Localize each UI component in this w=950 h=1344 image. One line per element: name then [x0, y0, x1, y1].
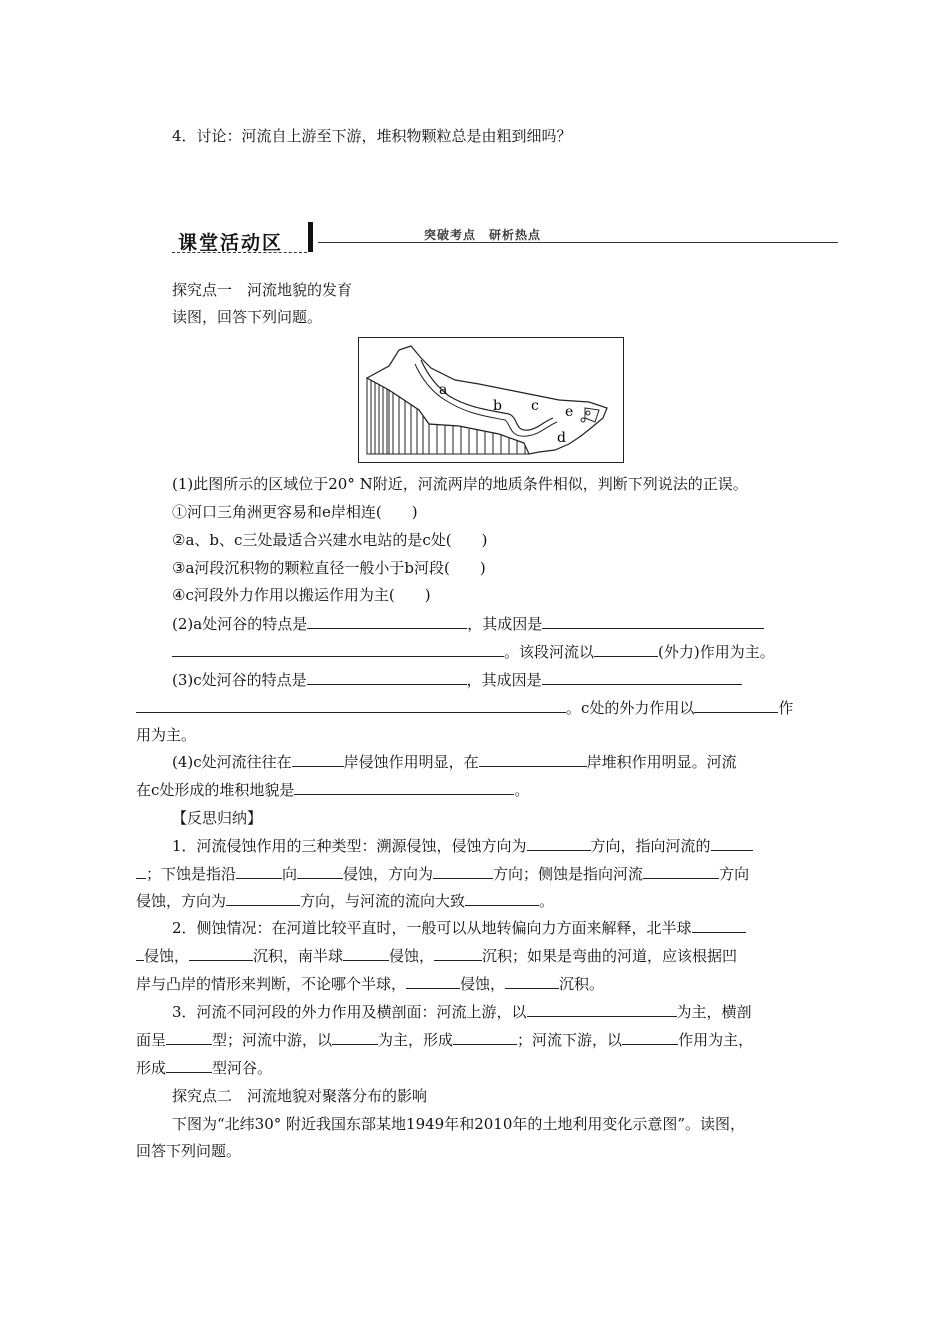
reflect-p1-line-3: [136, 891, 554, 911]
p2-h: 沉积。: [559, 975, 605, 993]
q1-item-1: ①河口三角洲更容易和e岸相连( ): [172, 503, 418, 521]
banner-subtitle: 突破考点 研析热点: [424, 228, 542, 242]
banner-bar: [308, 222, 313, 252]
blank[interactable]: [307, 670, 467, 685]
blank[interactable]: [166, 1058, 212, 1073]
p1-h: 侵蚀，方向为: [136, 892, 227, 910]
section-banner: [172, 222, 840, 256]
q4-text-a: (4)c处河流往往在: [172, 753, 292, 771]
p3-e: 为主，形成: [378, 1031, 454, 1049]
blank[interactable]: [433, 864, 493, 879]
banner-rule: [318, 242, 838, 243]
blank[interactable]: [692, 918, 746, 933]
q3-text-b: ，其成因是: [466, 671, 542, 689]
q3-text-d: 作: [778, 699, 794, 717]
blank[interactable]: [406, 974, 460, 989]
p1-i: 方向，与河流的流向大致: [300, 892, 466, 910]
river-landform-figure: [358, 337, 624, 463]
blank[interactable]: [292, 752, 344, 767]
blank[interactable]: [465, 891, 539, 906]
q4-text-c: 岸堆积作用明显。河流: [586, 753, 737, 771]
q2-text-d: (外力)作用为主。: [658, 643, 775, 661]
blank[interactable]: [307, 614, 467, 629]
blank[interactable]: [694, 698, 778, 713]
blank[interactable]: [542, 670, 742, 685]
p2-d: 侵蚀，: [389, 947, 435, 965]
p2-a: 2．侧蚀情况：在河道比较平直时，一般可以从地转偏向力方面来解释，北半球: [172, 919, 692, 937]
blank[interactable]: [172, 642, 504, 657]
q4-line-1: [172, 752, 737, 772]
p3-i: 型河谷。: [212, 1059, 273, 1077]
p3-g: 作用为主，: [678, 1031, 754, 1049]
reflect-p2-line-2: [136, 946, 737, 966]
q2-line-2: [172, 642, 775, 662]
q3-line-2: [136, 698, 793, 718]
banner-dash: [172, 252, 307, 253]
blank[interactable]: [343, 946, 389, 961]
q3-line-3: 用为主。: [136, 726, 197, 744]
p2-b: 侵蚀，: [144, 947, 190, 965]
q3-line-1: [172, 670, 742, 690]
p3-f: ；河流下游，以: [517, 1031, 623, 1049]
p3-c: 面呈: [136, 1031, 167, 1049]
blank[interactable]: [294, 780, 514, 795]
question-4: 4．讨论：河流自上游至下游，堆积物颗粒总是由粗到细吗？: [172, 127, 572, 145]
blank[interactable]: [479, 752, 587, 767]
label-a: a: [439, 382, 448, 398]
blank[interactable]: [505, 974, 559, 989]
blank[interactable]: [136, 698, 566, 713]
blank[interactable]: [136, 946, 144, 961]
river-block-diagram: [359, 338, 623, 462]
blank[interactable]: [594, 642, 658, 657]
reflect-p1-line-2: [136, 864, 749, 884]
p2-e: 沉积；如果是弯曲的河道，应该根据凹: [482, 947, 738, 965]
q4-text-b: 岸侵蚀作用明显，在: [343, 753, 479, 771]
explore2-intro-2: 回答下列问题。: [136, 1142, 242, 1160]
reflect-p2-line-1: [172, 918, 746, 938]
label-e: e: [565, 404, 574, 420]
p2-c: 沉积，南半球: [253, 947, 344, 965]
p1-e: 侵蚀，方向为: [343, 865, 434, 883]
reflect-p1-line-1: [172, 836, 753, 856]
p1-d: 向: [282, 865, 298, 883]
label-c: c: [531, 398, 539, 414]
explore1-intro: 读图，回答下列问题。: [172, 308, 323, 326]
q2-line-1: [172, 614, 764, 634]
q2-text-b: ，其成因是: [467, 615, 543, 633]
q4-text-e: 。: [514, 781, 530, 799]
blank[interactable]: [166, 1030, 212, 1045]
banner-title: 课堂活动区: [178, 232, 284, 254]
blank[interactable]: [527, 836, 591, 851]
q2-text-c: 。该段河流以: [504, 643, 595, 661]
explore1-heading: 探究点一 河流地貌的发育: [172, 281, 353, 299]
blank[interactable]: [189, 946, 253, 961]
q1-item-3: ③a河段沉积物的颗粒直径一般小于b河段( ): [172, 559, 486, 577]
blank[interactable]: [236, 864, 282, 879]
q4-text-d: 在c处形成的堆积地貌是: [136, 781, 295, 799]
blank[interactable]: [453, 1030, 517, 1045]
explore2-heading: 探究点二 河流地貌对聚落分布的影响: [172, 1087, 428, 1105]
q3-text-c: 。c处的外力作用以: [566, 699, 695, 717]
p1-g: 方向: [719, 865, 750, 883]
reflect-p3-line-1: [172, 1002, 752, 1022]
q1-text: (1)此图所示的区域位于20° N附近，河流两岸的地质条件相似，判断下列说法的正误。: [172, 475, 748, 493]
p1-b: 方向，指向河流的: [590, 837, 711, 855]
q1-item-2: ②a、b、c三处最适合兴建水电站的是c处( ): [172, 531, 488, 549]
reflect-p3-line-3: [136, 1058, 272, 1078]
reflect-p3-line-2: [136, 1030, 753, 1050]
blank[interactable]: [297, 864, 343, 879]
p3-a: 3．河流不同河段的外力作用及横剖面：河流上游，以: [172, 1003, 527, 1021]
p1-a: 1．河流侵蚀作用的三种类型：溯源侵蚀，侵蚀方向为: [172, 837, 527, 855]
q1-item-4: ④c河段外力作用以搬运作用为主( ): [172, 586, 431, 604]
p3-h: 形成: [136, 1059, 167, 1077]
p3-b: 为主，横剖: [676, 1003, 752, 1021]
p1-c: ；下蚀是指沿: [146, 865, 237, 883]
p2-g: 侵蚀，: [460, 975, 506, 993]
p1-j: 。: [539, 892, 555, 910]
label-d: d: [557, 430, 566, 446]
p3-d: 型；河流中游，以: [212, 1031, 333, 1049]
explore2-intro-1: 下图为“北纬30° 附近我国东部某地1949年和2010年的土地利用变化示意图”。读图，: [172, 1115, 746, 1133]
q4-line-2: [136, 780, 529, 800]
reflect-heading: 【反思归纳】: [172, 809, 263, 827]
q2-text-a: (2)a处河谷的特点是: [172, 615, 308, 633]
blank[interactable]: [136, 864, 146, 879]
blank[interactable]: [226, 891, 300, 906]
blank[interactable]: [711, 836, 753, 851]
blank[interactable]: [332, 1030, 378, 1045]
blank[interactable]: [434, 946, 482, 961]
reflect-p2-line-3: [136, 974, 604, 994]
blank[interactable]: [542, 614, 764, 629]
p2-f: 岸与凸岸的情形来判断，不论哪个半球，: [136, 975, 407, 993]
q3-text-a: (3)c处河谷的特点是: [172, 671, 307, 689]
p1-f: 方向；侧蚀是指向河流: [493, 865, 644, 883]
blank[interactable]: [527, 1002, 677, 1017]
blank[interactable]: [622, 1030, 678, 1045]
blank[interactable]: [643, 864, 719, 879]
label-b: b: [493, 398, 502, 414]
